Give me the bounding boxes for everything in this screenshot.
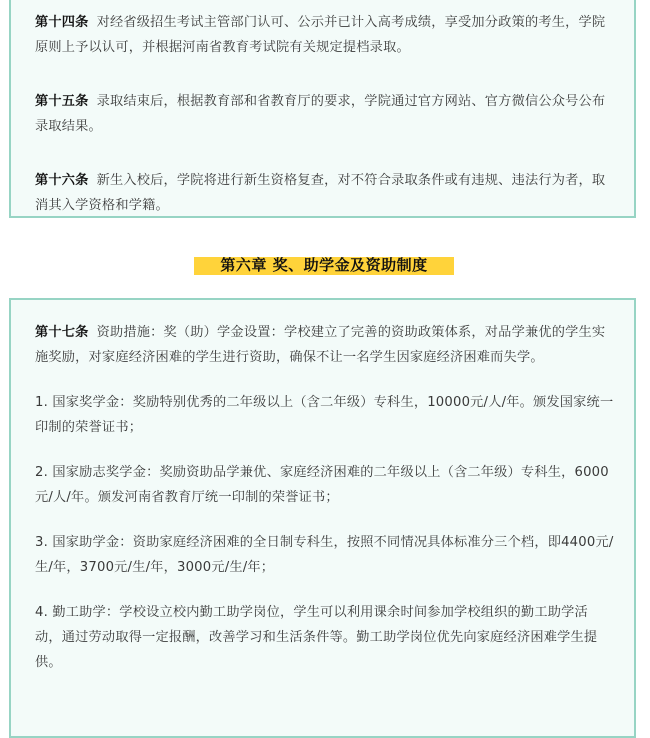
paragraph-spacer — [35, 370, 614, 390]
chapter-heading — [194, 251, 454, 279]
paragraph-spacer — [35, 440, 614, 460]
list-item-national-scholarship: 1. 国家奖学金：奖励特别优秀的二年级以上（含二年级）专科生，10000元/人/年。颁发国家统一印制的荣誉证书； — [35, 395, 614, 435]
list-item-national-grant: 3. 国家助学金：资助家庭经济困难的全日制专科生，按照不同情况具体标准分三个档，即4400元/生/年，3700元/生/年，3000元/生/年； — [35, 535, 614, 575]
article-label: 第十五条 — [35, 94, 89, 109]
list-item-work-study: 4. 勤工助学：学校设立校内勤工助学岗位，学生可以利用课余时间参加学校组织的勤工助学活动，通过劳动取得一定报酬，改善学习和生活条件等。勤工助学岗位优先向家庭经济困难学生提供。 — [35, 605, 598, 670]
chapter-title: 第六章 奖、助学金及资助制度 — [220, 256, 428, 274]
article-text: 资助措施：奖（助）学金设置：学校建立了完善的资助政策体系，对品学兼优的学生实施奖励，对家庭经济困难的学生进行资助，确保不让一名学生因家庭经济困难而失学。 — [35, 325, 606, 365]
paragraph-spacer — [35, 510, 614, 530]
paragraph-spacer — [35, 139, 610, 168]
article-16 — [35, 168, 610, 218]
article-text: 录取结束后，根据教育部和省教育厅的要求，学院通过官方网站、官方微信公众号公布录取结果。 — [35, 94, 606, 134]
admission-rules-panel — [9, 0, 636, 218]
article-text: 对经省级招生考试主管部门认可、公示并已计入高考成绩，享受加分政策的考生，学院原则上予以认可，并根据河南省教育考试院有关规定提档录取。 — [35, 15, 606, 55]
article-14 — [35, 10, 610, 60]
article-17 — [35, 320, 614, 370]
paragraph-spacer — [35, 580, 614, 600]
article-text: 新生入校后，学院将进行新生资格复查，对不符合录取条件或有违规、违法行为者，取消其入学资格和学籍。 — [35, 173, 606, 213]
list-item-encouragement-scholarship: 2. 国家励志奖学金：奖励资助品学兼优、家庭经济困难的二年级以上（含二年级）专科生，6000元/人/年。颁发河南省教育厅统一印制的荣誉证书； — [35, 465, 609, 505]
paragraph-spacer — [35, 60, 610, 89]
scholarship-panel — [9, 298, 636, 738]
article-label: 第十七条 — [35, 325, 89, 340]
article-label: 第十六条 — [35, 173, 89, 188]
article-15 — [35, 89, 610, 139]
article-label: 第十四条 — [35, 15, 89, 30]
